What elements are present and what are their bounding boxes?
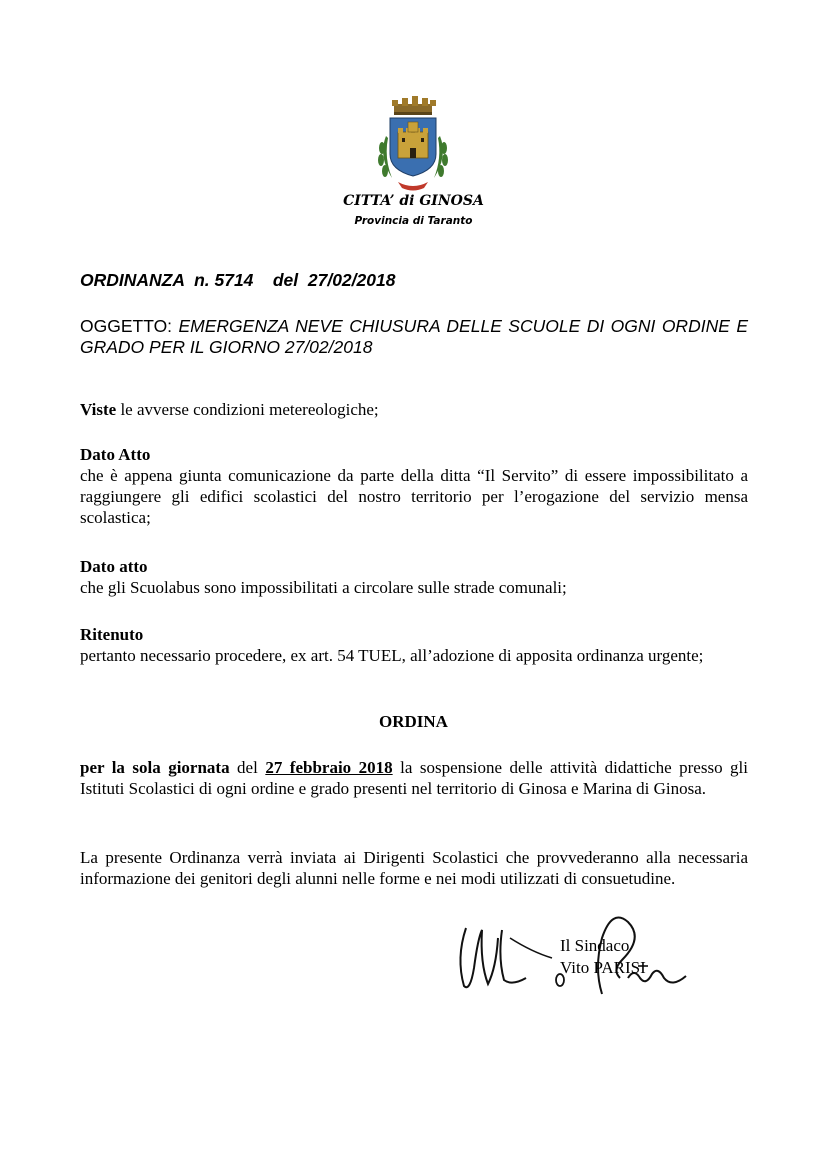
dato-atto-1-label: Dato Atto bbox=[80, 445, 151, 464]
premise-dato-atto-2 bbox=[80, 556, 748, 598]
city-name: CITTA’ di GINOSA bbox=[343, 193, 484, 209]
province-name: Provincia di Taranto bbox=[354, 215, 473, 227]
order-lead: per la sola giornata bbox=[80, 758, 230, 777]
ritenuto-text: pertanto necessario procedere, ex art. 54 TUEL, all’adozione di apposita ordinanza urgente; bbox=[80, 646, 704, 665]
subject bbox=[80, 316, 748, 358]
viste-label: Viste bbox=[80, 400, 117, 419]
signatory-title: Il Sindaco bbox=[560, 936, 630, 955]
viste-text: le avverse condizioni metereologiche; bbox=[116, 400, 379, 419]
notice-paragraph: La presente Ordinanza verrà inviata ai Dirigenti Scolastici che provvederanno alla necessaria informazione dei genitori degli alunni nelle forme e nei modi utilizzati di consuetudine. bbox=[80, 848, 748, 888]
crown-icon bbox=[392, 96, 436, 115]
subject-label: OGGETTO: bbox=[80, 316, 173, 336]
dato-atto-2-text: che gli Scuolabus sono impossibilitati a circolare sulle strade comunali; bbox=[80, 578, 567, 597]
premise-viste bbox=[80, 399, 748, 420]
order-rest: la sospensione delle attività didattiche presso gli Istituti Scolastici di ogni ordine e grado presenti nel territorio di Ginosa e Marina di Ginosa. bbox=[80, 758, 749, 798]
city-crest-logo bbox=[370, 96, 456, 196]
ritenuto-label: Ritenuto bbox=[80, 625, 144, 644]
order-del: del bbox=[229, 758, 266, 777]
premise-ritenuto bbox=[80, 624, 748, 666]
signatory-name: Vito PARISI bbox=[560, 958, 646, 977]
order-paragraph bbox=[80, 757, 748, 799]
premise-dato-atto-1 bbox=[80, 444, 748, 528]
order-date: 27 febbraio 2018 bbox=[265, 758, 393, 777]
dato-atto-2-label: Dato atto bbox=[80, 557, 148, 576]
ordina-heading: ORDINA bbox=[379, 712, 448, 731]
signature-block bbox=[560, 935, 646, 979]
subject-text: EMERGENZA NEVE CHIUSURA DELLE SCUOLE DI OGNI ORDINE E GRADO PER IL GIORNO 27/02/2018 bbox=[80, 316, 748, 357]
ordinance-number: ORDINANZA n. 5714 del 27/02/2018 bbox=[80, 270, 396, 290]
dato-atto-1-text: che è appena giunta comunicazione da parte della ditta “Il Servito” di essere impossibilitato a raggiungere gli edifici scolastici del nostro territorio per l’erogazione del servizio mensa scolastica; bbox=[80, 466, 748, 527]
ribbon-icon bbox=[398, 182, 428, 191]
